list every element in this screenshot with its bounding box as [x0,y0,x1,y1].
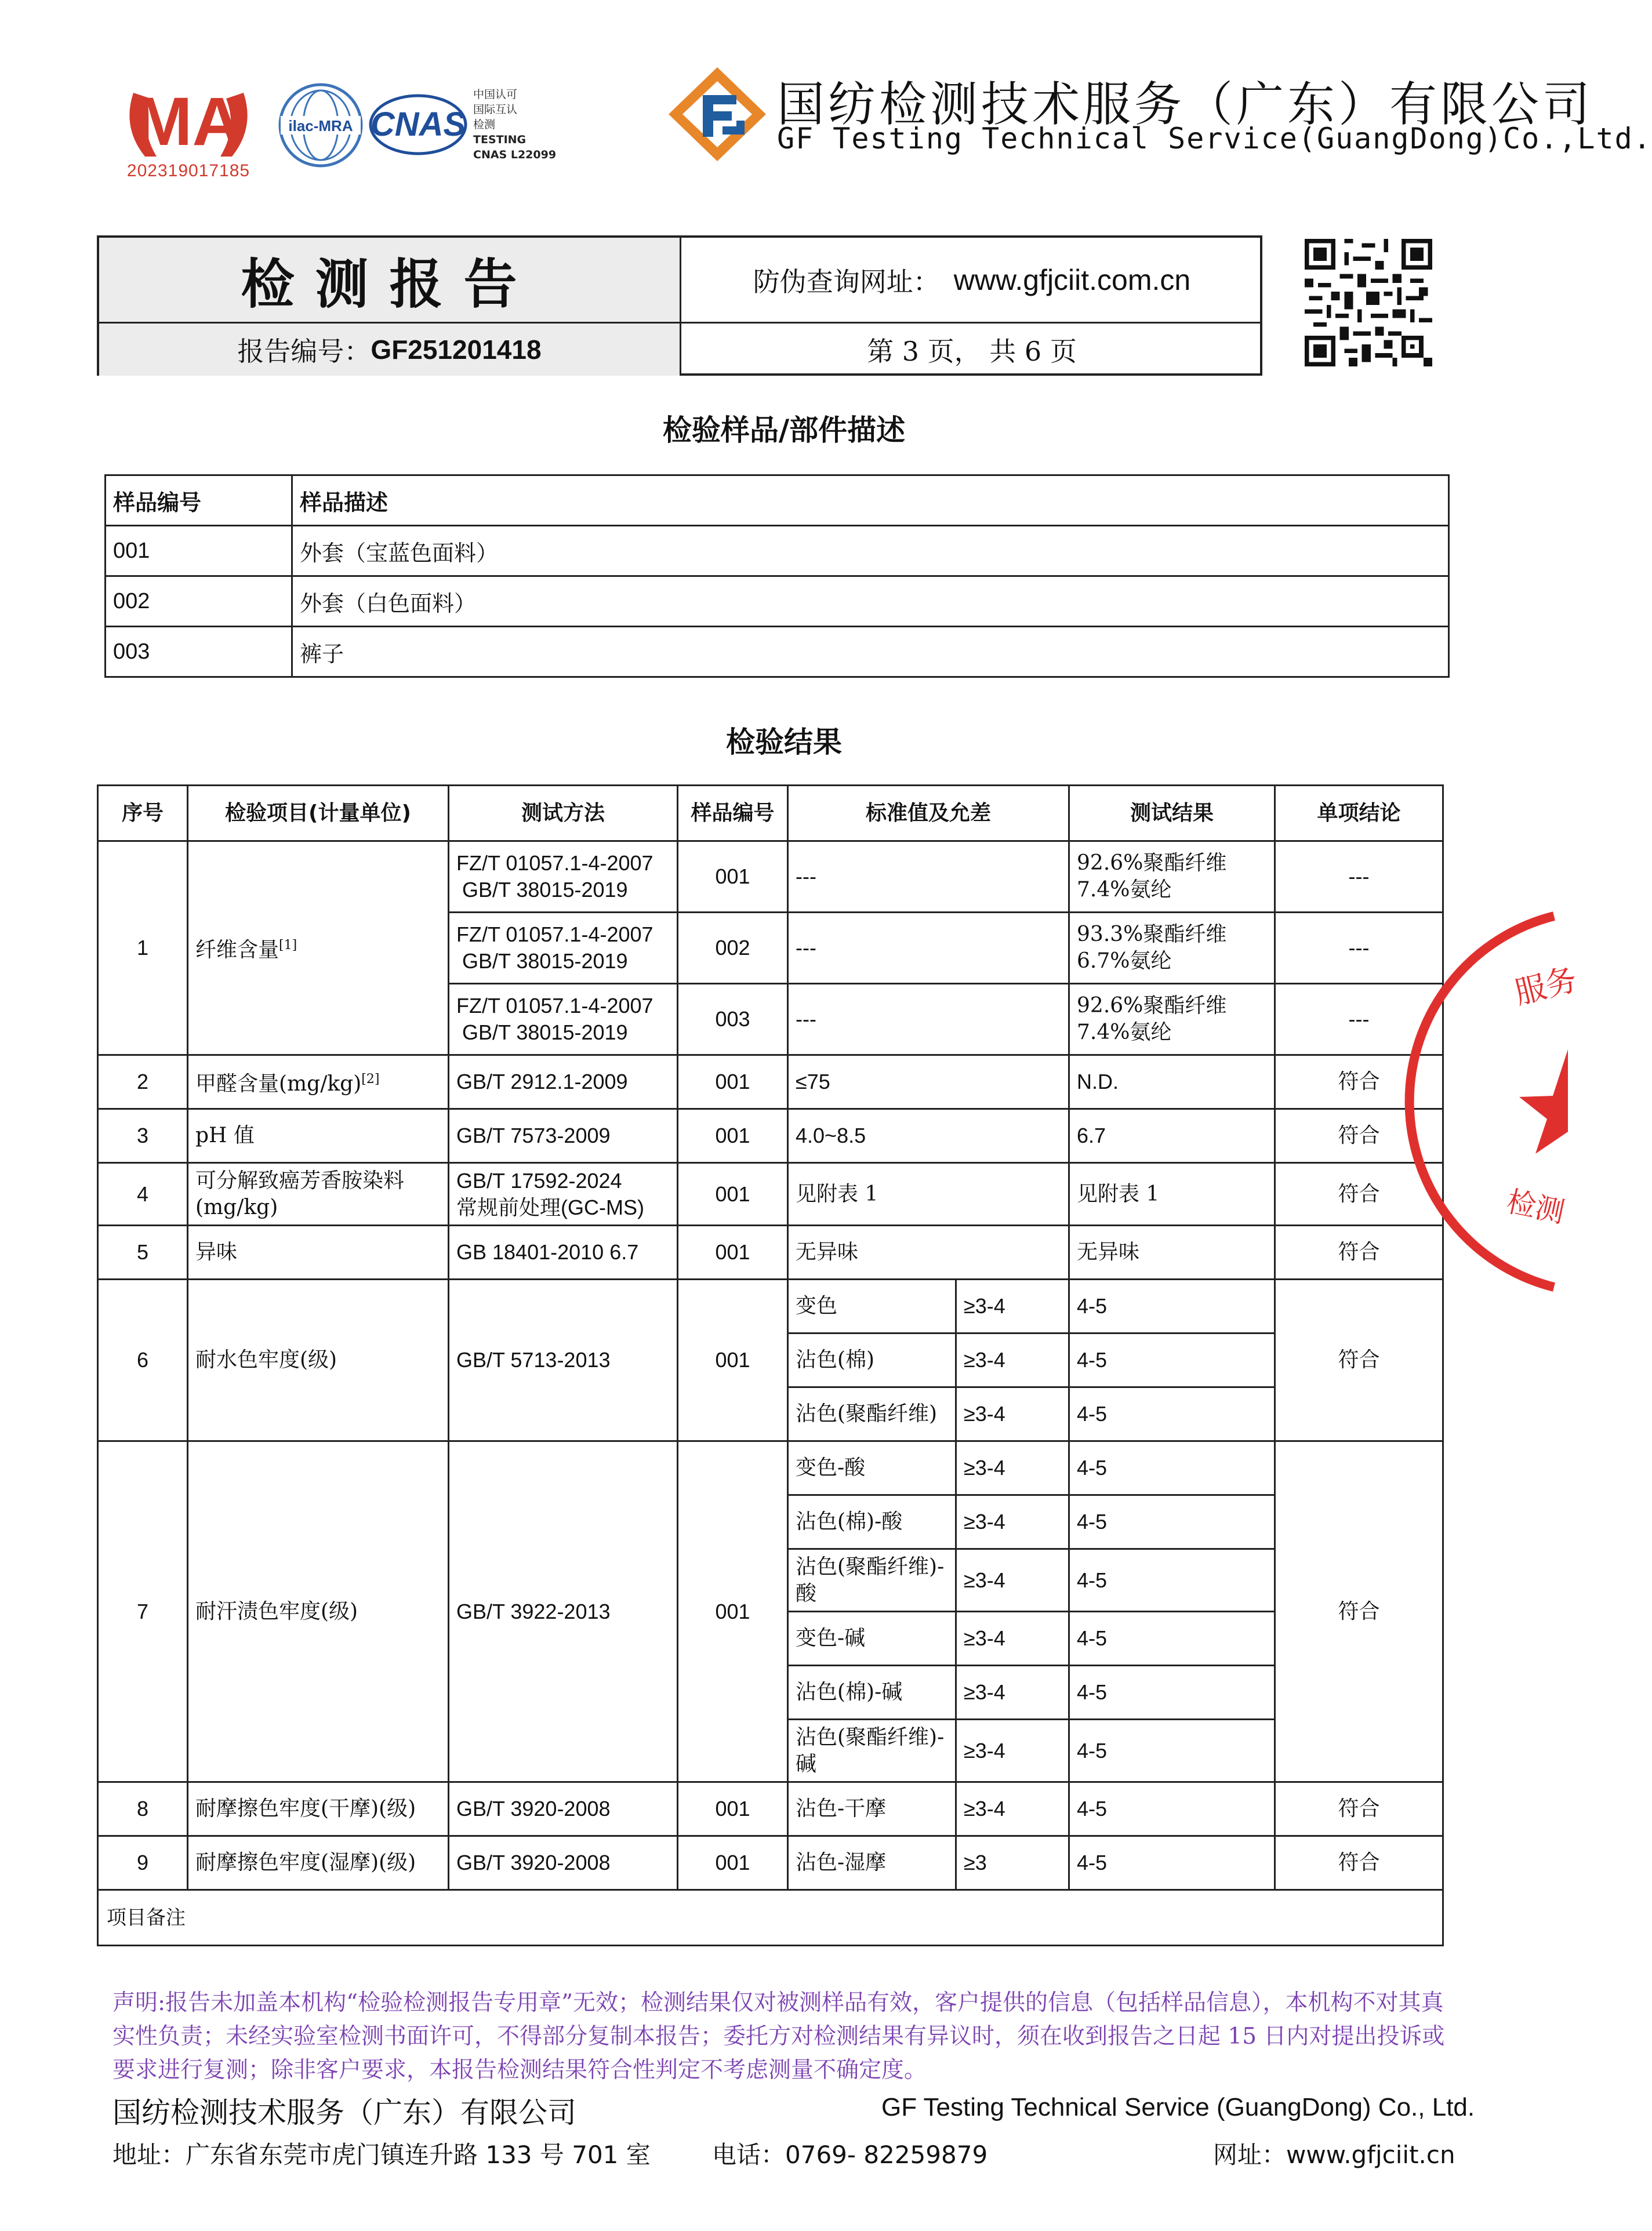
test-method-line: GB/T 38015-2019 [462,1020,628,1044]
table-row [98,1226,1443,1280]
test-result: 4-5 [1069,1612,1275,1666]
test-result-line: 7.4%氨纶 [1077,878,1172,902]
requirement: ≥3-4 [956,1782,1069,1836]
test-result: 4-5 [1069,1720,1275,1782]
test-method: GB/T 2912.1-2009 [449,1055,678,1109]
col-header-result: 测试结果 [1069,786,1275,841]
test-result: 4-5 [1069,1387,1275,1441]
footer-company-en: GF Testing Technical Service (GuangDong) Co., Ltd. [881,2093,1475,2121]
test-result-line: 92.6%聚酯纤维 [1077,994,1227,1018]
cnas-line-3: 检测 [473,118,496,131]
conclusion: 符合 [1275,1163,1443,1226]
test-item-line: 可分解致癌芳香胺染料 [195,1168,405,1193]
verification-url[interactable]: www.gfjciit.com.cn [953,263,1191,296]
col-header-no: 序号 [98,786,188,841]
footer-phone: 电话：0769- 82259879 [712,2141,988,2169]
test-item: pH 值 [188,1109,449,1163]
test-method: GB/T 5713-2013 [449,1280,678,1441]
test-item: 耐水色牢度(级) [188,1280,449,1441]
requirement: ≥3-4 [956,1612,1069,1666]
footer-website[interactable]: 网址：www.gfjciit.cn [1213,2141,1455,2169]
sample-id: 001 [678,1441,788,1782]
sub-item-line: 碱 [796,1752,817,1776]
sample-section-title: 检验样品/部件描述 [662,413,906,447]
conclusion: 符合 [1275,1226,1443,1280]
sub-item: 沾色(棉)-酸 [788,1495,956,1549]
conclusion: --- [1275,984,1443,1055]
results-table [97,784,1444,1946]
test-result [1069,984,1275,1055]
sample-desc: 裤子 [292,627,1449,677]
conclusion: 符合 [1275,1836,1443,1890]
sample-id: 001 [106,526,292,576]
sub-item [788,1549,956,1612]
standard-value: 见附表 1 [788,1163,1069,1226]
requirement: ≥3-4 [956,1387,1069,1441]
remark-label: 项目备注 [98,1890,1443,1946]
test-method-line: FZ/T 01057.1-4-2007 [456,922,653,946]
test-result: 4-5 [1069,1280,1275,1333]
test-method-line: GB/T 38015-2019 [462,878,628,902]
sample-id: 001 [678,1163,788,1226]
row-no: 2 [98,1055,188,1109]
col-header-standard: 标准值及允差 [788,786,1069,841]
footer-company-cn: 国纺检测技术服务（广东）有限公司 [112,2096,576,2130]
footnote-ref: [1] [279,938,297,953]
standard-value: ≤75 [788,1055,1069,1109]
col-header-conclusion: 单项结论 [1275,786,1443,841]
test-item: 异味 [188,1226,449,1280]
sub-item: 沾色-湿摩 [788,1836,956,1890]
sample-id: 003 [106,627,292,677]
test-item-line: (mg/kg) [195,1195,278,1219]
sample-id: 001 [678,1836,788,1890]
conclusion: 符合 [1275,1055,1443,1109]
test-result: 4-5 [1069,1441,1275,1495]
table-row [98,1163,1443,1226]
table-row [98,1280,1443,1333]
requirement: ≥3-4 [956,1441,1069,1495]
results-table-header [98,786,1443,841]
requirement: ≥3-4 [956,1333,1069,1387]
sample-id-header: 样品编号 [106,475,292,526]
test-result-line: 93.3%聚酯纤维 [1077,922,1227,946]
ilac-mra-logo [277,82,364,168]
sub-item: 沾色(棉)-碱 [788,1666,956,1720]
sub-item-line: 沾色(聚酯纤维)- [796,1554,945,1579]
test-result: 4-5 [1069,1549,1275,1612]
remark-row [98,1890,1443,1946]
sample-id: 001 [678,1055,788,1109]
standard-value: 无异味 [788,1226,1069,1280]
row-no: 7 [98,1441,188,1782]
official-seal-stamp [1484,904,1581,1299]
requirement: ≥3-4 [956,1549,1069,1612]
col-header-item: 检验项目(计量单位) [188,786,449,841]
row-no: 3 [98,1109,188,1163]
sample-desc-header: 样品描述 [292,475,1449,526]
sub-item-line: 沾色(聚酯纤维)- [796,1725,945,1749]
page-indicator: 第 3 页， 共 6 页 [867,336,1077,367]
gf-company-logo [667,65,768,163]
test-result: 4-5 [1069,1836,1275,1890]
company-name-en: GF Testing Technical Service(GuangDong)Co.,Ltd. [777,122,1652,155]
test-method-line: FZ/T 01057.1-4-2007 [456,851,653,875]
footnote-ref: [2] [361,1072,380,1087]
test-item [188,1163,449,1226]
cnas-line-2: 国际互认 [473,103,518,116]
sample-id: 001 [678,841,788,913]
test-method: GB/T 3920-2008 [449,1782,678,1836]
test-method: GB 18401-2010 6.7 [449,1226,678,1280]
conclusion: 符合 [1275,1109,1443,1163]
test-method [449,841,678,913]
sample-id: 002 [106,576,292,627]
sub-item: 变色-酸 [788,1441,956,1495]
standard-value: --- [788,984,1069,1055]
sub-item: 沾色(聚酯纤维) [788,1387,956,1441]
test-item: 耐摩擦色牢度(湿摩)(级) [188,1836,449,1890]
cnas-text: CNAS [370,106,466,143]
test-result: N.D. [1069,1055,1275,1109]
row-no: 8 [98,1782,188,1836]
table-row [98,1109,1443,1163]
table-row [106,627,1449,677]
cnas-info [473,87,572,162]
row-no: 4 [98,1163,188,1226]
sample-id: 001 [678,1280,788,1441]
col-header-sample: 样品编号 [678,786,788,841]
sample-desc: 外套（宝蓝色面料） [292,526,1449,576]
sub-item: 沾色-干摩 [788,1782,956,1836]
test-result-line: 6.7%氨纶 [1077,949,1172,973]
test-method [449,913,678,984]
test-method: GB/T 3922-2013 [449,1441,678,1782]
test-result: 4-5 [1069,1333,1275,1387]
cma-text: MA [135,83,242,160]
row-no: 6 [98,1280,188,1441]
test-result [1069,913,1275,984]
conclusion: --- [1275,913,1443,984]
test-result-line: 92.6%聚酯纤维 [1077,851,1227,875]
test-item: 耐汗渍色牢度(级) [188,1441,449,1782]
test-result: 见附表 1 [1069,1163,1275,1226]
conclusion: 符合 [1275,1782,1443,1836]
verification-url-label: 防伪查询网址： [753,266,940,297]
test-item [188,1055,449,1109]
test-result-line: 7.4%氨纶 [1077,1020,1172,1044]
test-item: 耐摩擦色牢度(干摩)(级) [188,1782,449,1836]
sample-id: 001 [678,1782,788,1836]
table-row [98,1836,1443,1890]
test-method-line: GB/T 38015-2019 [462,949,628,973]
test-item-text: 甲醛含量(mg/kg) [195,1072,362,1096]
requirement: ≥3-4 [956,1495,1069,1549]
sample-id: 003 [678,984,788,1055]
table-row [98,1441,1443,1495]
sample-id: 001 [678,1109,788,1163]
table-row [106,526,1449,576]
test-result: 无异味 [1069,1226,1275,1280]
requirement: ≥3-4 [956,1666,1069,1720]
row-no: 5 [98,1226,188,1280]
test-method: GB/T 3920-2008 [449,1836,678,1890]
requirement: ≥3-4 [956,1280,1069,1333]
cnas-line-4: TESTING [473,133,527,146]
ilac-text: ilac-MRA [288,117,353,135]
results-section-title: 检验结果 [726,725,842,759]
standard-value: --- [788,913,1069,984]
sub-item: 变色-碱 [788,1612,956,1666]
row-no: 9 [98,1836,188,1890]
test-item-text: 纤维含量 [195,938,279,962]
stamp-text-top: 服务 [1511,961,1581,1012]
conclusion: --- [1275,841,1443,913]
test-result: 4-5 [1069,1495,1275,1549]
footer-address: 地址：广东省东莞市虎门镇连升路 133 号 701 室 [112,2141,651,2169]
test-result: 4-5 [1069,1666,1275,1720]
standard-value: --- [788,841,1069,913]
stamp-text-bottom: 检测 [1504,1184,1568,1230]
report-title: 检测报告 [99,238,681,324]
row-no: 1 [98,841,188,1055]
table-row [98,1055,1443,1109]
sample-table [104,474,1450,678]
cnas-logo [369,93,467,157]
sub-item: 沾色(棉) [788,1333,956,1387]
table-row [106,576,1449,627]
table-row [98,1782,1443,1836]
test-result: 6.7 [1069,1109,1275,1163]
test-method-line: 常规前处理(GC-MS) [456,1195,644,1219]
test-method [449,1163,678,1226]
table-row [98,841,1443,913]
verification-url-cell [681,238,1262,324]
test-method: GB/T 7573-2009 [449,1109,678,1163]
test-method-line: FZ/T 01057.1-4-2007 [456,994,653,1018]
requirement: ≥3-4 [956,1720,1069,1782]
report-number-cell [99,324,681,376]
test-method-line: GB/T 17592-2024 [456,1168,622,1193]
requirement: ≥3 [956,1836,1069,1890]
sub-item: 变色 [788,1280,956,1333]
report-number: GF251201418 [371,335,542,365]
conclusion: 符合 [1275,1280,1443,1441]
conclusion: 符合 [1275,1441,1443,1782]
col-header-method: 测试方法 [449,786,678,841]
sample-table-header [106,475,1449,526]
test-item [188,841,449,1055]
sample-id: 002 [678,913,788,984]
report-number-label: 报告编号： [237,336,371,367]
test-result: 4-5 [1069,1782,1275,1836]
standard-value: 4.0~8.5 [788,1109,1069,1163]
sample-desc: 外套（白色面料） [292,576,1449,627]
test-method [449,984,678,1055]
company-name-cn: 国纺检测技术服务（广东）有限公司 [777,77,1594,132]
cnas-line-1: 中国认可 [473,88,518,101]
cma-number: 202319017185 [126,161,250,180]
disclaimer: 声明:报告未加盖本机构“检验检测报告专用章”无效；检测结果仅对被测样品有效，客户提供的信息（包括样品信息），本机构不对其真实性负责；未经实验室检测书面许可，不得部分复制本报告；委托方对检测结果有异议时，须在收到报告之日起 15 日内对提出投诉或要求进行复测；除非客户要求，本报告检测结果符合性判定不考虑测量不确定度。 [112,1990,1445,2083]
sub-item-line: 酸 [796,1581,817,1605]
report-header-box [97,235,1262,376]
sample-id: 001 [678,1226,788,1280]
cnas-line-5: CNAS L22099 [473,148,557,161]
sub-item [788,1720,956,1782]
test-result [1069,841,1275,913]
qr-code[interactable] [1305,239,1432,366]
